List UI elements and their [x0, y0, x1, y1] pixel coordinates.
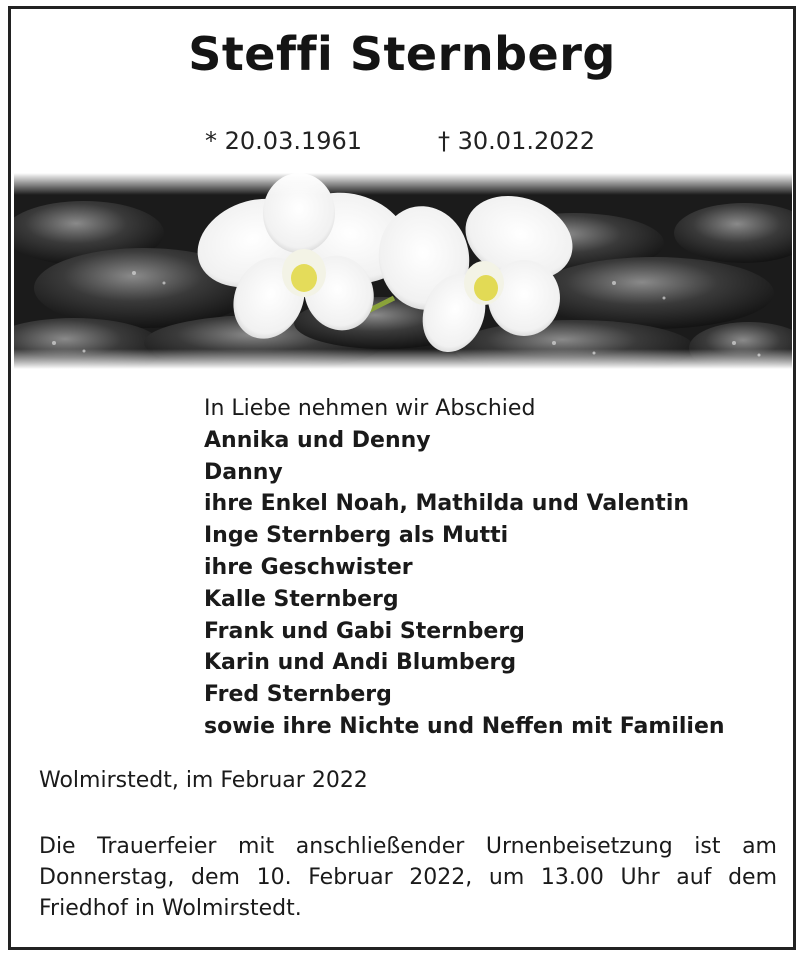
death-date: † 30.01.2022 — [438, 127, 596, 155]
orchid-photo — [14, 173, 792, 369]
mourners-list — [204, 393, 764, 743]
mourner-line: Danny — [204, 459, 283, 485]
birth-date: * 20.03.1961 — [205, 127, 363, 155]
mourner-line: Annika und Denny — [204, 427, 431, 453]
deceased-name: Steffi Sternberg — [188, 27, 616, 81]
mourner-line: Karin und Andi Blumberg — [204, 650, 517, 676]
mourner-line: Kalle Sternberg — [204, 586, 399, 612]
mourner-line: Frank und Gabi Sternberg — [204, 618, 525, 644]
mourner-line: Inge Sternberg als Mutti — [204, 523, 509, 549]
mourner-line: ihre Geschwister — [204, 554, 413, 580]
mourner-line: Fred Sternberg — [204, 682, 392, 708]
orchid-icon — [14, 173, 792, 369]
mourner-line: sowie ihre Nichte und Neffen mit Familien — [204, 713, 725, 739]
farewell-intro: In Liebe nehmen wir Abschied — [204, 396, 536, 421]
place-and-date: Wolmirstedt, im Februar 2022 — [39, 768, 368, 793]
service-details: Die Trauerfeier mit anschließender Urnenbeisetzung ist am Donnerstag, dem 10. Februar 2022, um 13.00 Uhr auf dem Friedhof in Wolmirstedt. — [39, 834, 777, 921]
mourner-line: ihre Enkel Noah, Mathilda und Valentin — [204, 491, 690, 517]
obituary-notice — [8, 6, 796, 950]
